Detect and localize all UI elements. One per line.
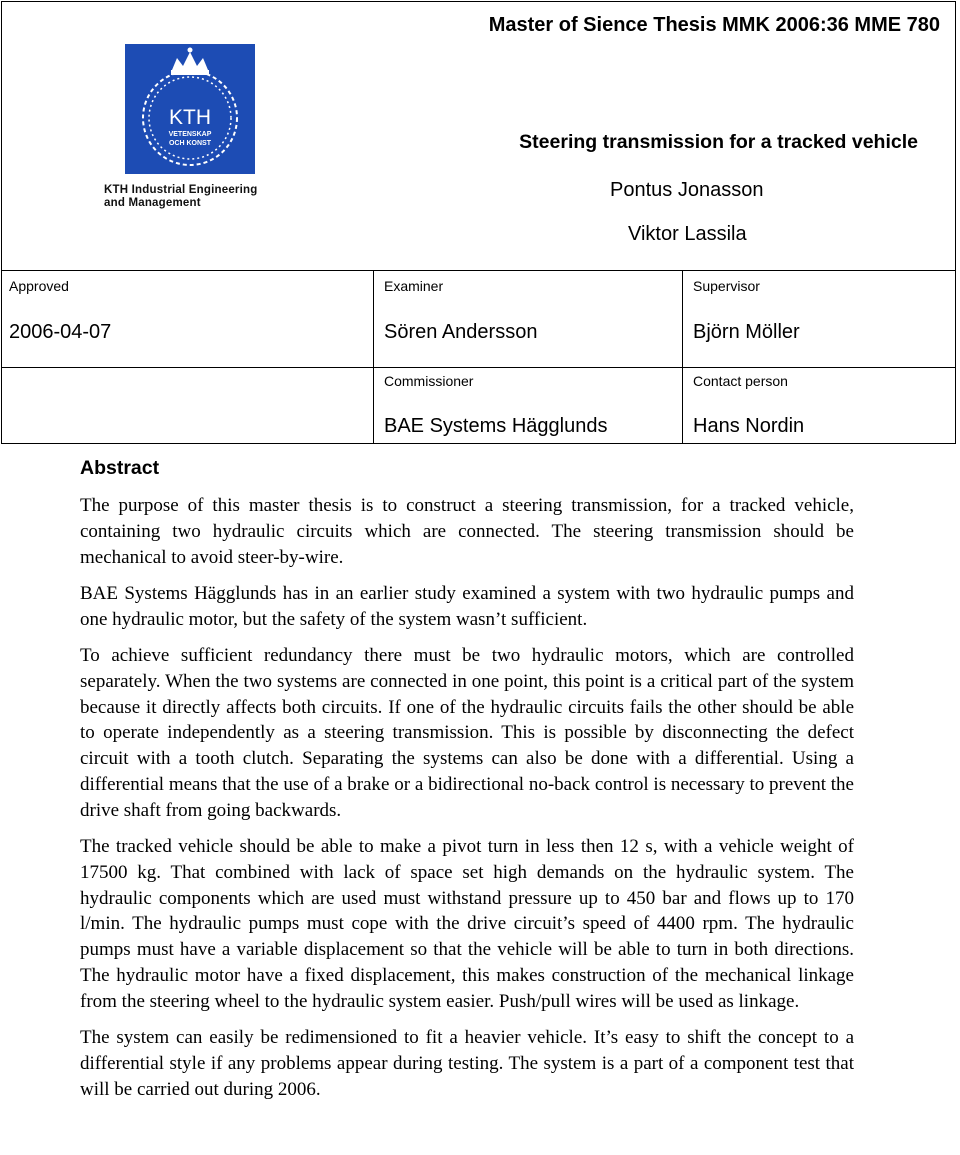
supervisor-value: Björn Möller (693, 321, 800, 343)
commissioner-value: BAE Systems Hägglunds (384, 415, 608, 437)
thesis-title: Steering transmission for a tracked vehicle (519, 131, 918, 153)
abstract-paragraph-2: BAE Systems Hägglunds has in an earlier study examined a system with two hydraulic pumps and one hydraulic motor, but the safety of the system wasn’t sufficient. (80, 582, 854, 630)
abstract-paragraph-1: The purpose of this master thesis is to construct a steering transmission, for a tracked vehicle, containing two hydraulic circuits which are connected. The steering transmission should be mechanical to avoid steer-by-wire. (80, 495, 854, 568)
author-1: Pontus Jonasson (610, 179, 764, 201)
abstract-heading: Abstract (80, 457, 160, 479)
abstract-paragraph-3: To achieve sufficient redundancy there must be two hydraulic motors, which are controlled separately. When the two systems are connected in one point, this point is a critical part of the system because it directly affects both circuits. If one of the hydraulic circuits fails the other should be able to operate independently as a steering transmission. This is possible by disconnecting the defect circuit with a tooth clutch. Separating the systems can also be done with a differential. Using a differential means that the use of a brake or a bidirectional no-back control is necessary to prevent the drive shaft from going backwards. (80, 644, 854, 821)
table-divider-left (373, 270, 374, 444)
abstract-body (80, 493, 854, 1113)
table-divider-top (1, 270, 956, 271)
contact-label: Contact person (693, 373, 788, 389)
logo-motto-1: VETENSKAP (168, 131, 212, 138)
logo-caption (104, 184, 284, 210)
abstract-paragraph-5: The system can easily be redimensioned to fit a heavier vehicle. It’s easy to shift the concept to a differential style if any problems appear during testing. The system is a part of a component test that will be carried out during 2006. (80, 1027, 854, 1100)
author-2: Viktor Lassila (628, 223, 747, 245)
logo-caption-line2: and Management (104, 197, 201, 209)
contact-value: Hans Nordin (693, 415, 805, 437)
logo-caption-line1: KTH Industrial Engineering (104, 184, 258, 196)
table-divider-right (682, 270, 683, 444)
thesis-number: Master of Sience Thesis MMK 2006:36 MME 780 (488, 14, 940, 36)
logo-motto-2: OCH KONST (169, 140, 211, 147)
abstract-paragraph-4: The tracked vehicle should be able to make a pivot turn in less then 12 s, with a vehicle weight of 17500 kg. That combined with lack of space set high demands on the hydraulic system. The hydraulic components which are used must withstand pressure up to 450 bar and flows up to 170 l/min. The hydraulic pumps must cope with the drive circuit’s speed of 4400 rpm. The hydraulic pumps must have a variable displacement so that the vehicle will be able to turn in both directions. The hydraulic motor have a fixed displacement, this makes construction of the mechanical linkage from the steering wheel to the hydraulic system easier. Push/pull wires will be used as linkage. (80, 836, 854, 1012)
supervisor-label: Supervisor (693, 278, 760, 294)
approved-value: 2006-04-07 (9, 321, 112, 343)
approved-label: Approved (9, 278, 69, 294)
table-divider-middle (1, 367, 956, 368)
kth-logo (125, 44, 255, 174)
examiner-value: Sören Andersson (384, 321, 538, 343)
commissioner-label: Commissioner (384, 373, 474, 389)
logo-text: KTH (169, 106, 211, 129)
kth-crest-icon (125, 44, 255, 174)
examiner-label: Examiner (384, 278, 444, 294)
